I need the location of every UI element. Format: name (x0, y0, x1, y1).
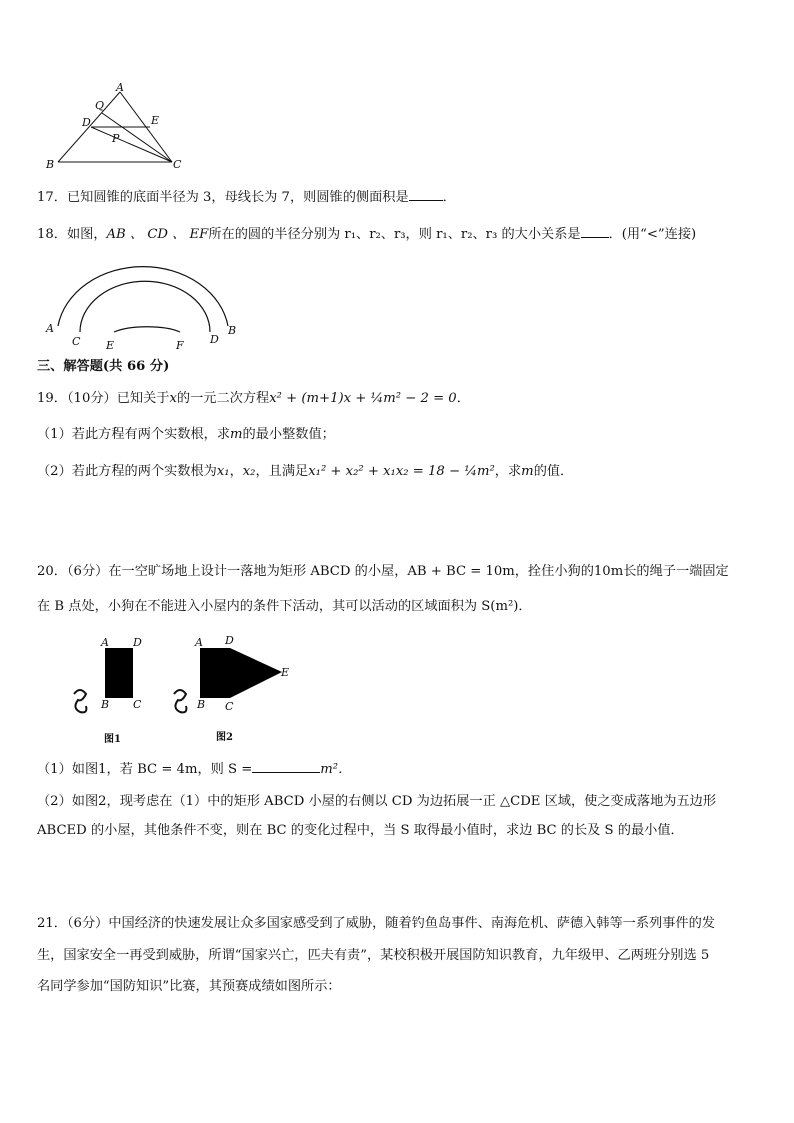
q21-line2: 生，国家安全一再受到威胁，所谓“国家兴亡，匹夫有责”，某校积极开展国防知识教育，九年级甲、乙两班分别选 5 (37, 948, 710, 963)
q18-arcs: AB 、 CD 、 EF (106, 227, 209, 242)
q17-end: ． (442, 190, 456, 205)
label-P: P (112, 132, 120, 145)
question-17 (37, 187, 456, 207)
label-E: E (151, 114, 160, 127)
fig1-B: B (101, 698, 110, 711)
q19-p2-equation: x₁² + x₂² + x₁x₂ = 18 − ¼m² (308, 464, 495, 479)
fig1-label: 图1 (104, 734, 121, 745)
fig2-B: B (197, 698, 206, 711)
fig1-A: A (101, 636, 109, 649)
q21-line3: 名同学参加“国防知识”比赛，其预赛成绩如图所示： (37, 979, 341, 994)
q20-number: 20． (37, 564, 67, 579)
q20-line1: 在一空旷场地上设计一落地为矩形 ABCD 的小屋，AB + BC = 10m，拴住小狗的10m长的绳子一端固定 (108, 564, 729, 579)
q19-p1-var: m (230, 427, 243, 442)
arc-label-D: D (210, 333, 219, 346)
label-C: C (173, 158, 182, 171)
fig2-E: E (281, 666, 290, 679)
q18-number: 18． (37, 227, 67, 242)
arc-label-B: B (228, 324, 237, 337)
fig2-A: A (195, 636, 203, 649)
q19-p1-text: （1）若此方程有两个实数根，求 (37, 427, 231, 442)
q20-line2: 在 B 点处，小狗在不能进入小屋内的条件下活动，其可以活动的区域面积为 S(m²)． (37, 599, 532, 614)
q20-score: （6分） (66, 564, 109, 579)
label-Q: Q (95, 99, 105, 112)
arc-label-F: F (176, 339, 184, 352)
q18-blank (581, 224, 609, 238)
q19-p2-b: ，且满足 (255, 464, 309, 479)
section-heading: 三、解答题(共 66 分) (37, 359, 170, 374)
q19-number: 19． (37, 391, 67, 406)
q19-p2-c: ，求 (494, 464, 522, 479)
q21-line1: 中国经济的快速发展让众多国家感受到了威胁，随着钓鱼岛事件、南海危机、萨德入韩等一系列事件的发 (108, 916, 715, 931)
q19-p2-x2: x₂ (242, 464, 256, 479)
q21-score: （6分） (66, 916, 109, 931)
arc-label-C: C (72, 335, 81, 348)
question-21 (37, 915, 715, 933)
arc-label-E: E (106, 339, 115, 352)
fig2-D: D (225, 634, 234, 647)
q19-p1-end: 的最小整数值； (242, 427, 335, 442)
fig1-D: D (133, 636, 142, 649)
question-18 (37, 224, 696, 244)
q18-text-a: 如图， (66, 227, 107, 242)
q17-blank (409, 187, 443, 201)
q20-p1-a: （1）如图1，若 BC = 4m，则 S = (37, 762, 253, 777)
question-20 (37, 563, 729, 581)
label-D: D (82, 116, 91, 129)
q17-number: 17． (37, 190, 67, 205)
q19-p2-var: m (521, 464, 534, 479)
arc-label-A: A (46, 322, 54, 335)
q19-equation: x² + (m+1)x + ¼m² − 2 = 0 (269, 391, 457, 406)
label-A: A (116, 81, 124, 94)
q20-p1-blank (252, 759, 320, 773)
q18-text-c: ．(用“<”连接) (608, 227, 697, 242)
arcs-figure (40, 252, 250, 352)
q19-p2-x1: x₁ (216, 464, 230, 479)
q20-p1-b: m²． (320, 762, 352, 777)
q19-p2-end: 的值． (533, 464, 574, 479)
q19-text-b: 的一元二次方程 (176, 391, 270, 406)
fig2-C: C (225, 700, 234, 713)
q19-score: （10分） (66, 391, 117, 406)
fig2-label: 图2 (216, 732, 233, 743)
q21-number: 21． (37, 916, 67, 931)
q19-part2: （2）若此方程的两个实数根为x₁，x₂，且满足x₁² + x₂² + x₁x₂ = 18 − ¼m²，求m的值． (37, 464, 574, 479)
label-B: B (46, 158, 55, 171)
q17-text: 已知圆锥的底面半径为 3，母线长为 7，则圆锥的侧面积是 (66, 190, 409, 205)
q18-text-b: 所在的圆的半径分别为 r₁、r₂、r₃，则 r₁、r₂、r₃ 的大小关系是 (208, 227, 581, 242)
q20-part2-line1: （2）如图2，现考虑在（1）中的矩形 ABCD 小屋的右侧以 CD 为边拓展一正 △CDE 区域，使之变成落地为五边形 (37, 794, 717, 809)
q19-text-a: 已知关于 (116, 391, 170, 406)
q20-figures (60, 630, 300, 750)
fig1-C: C (133, 698, 142, 711)
q19-part1 (37, 426, 335, 444)
q19-var-x: x (169, 391, 177, 406)
q20-part2-line2: ABCED 的小屋，其他条件不变，则在 BC 的变化过程中，当 S 取得最小值时，求边 BC 的长及 S 的最小值． (37, 823, 684, 838)
q20-part1 (37, 759, 351, 779)
triangle-figure (40, 80, 190, 172)
question-19: 19．（10分）已知关于x的一元二次方程x² + (m+1)x + ¼m² − 2 = 0． (37, 391, 470, 406)
q19-p2-a: （2）若此方程的两个实数根为 (37, 464, 217, 479)
